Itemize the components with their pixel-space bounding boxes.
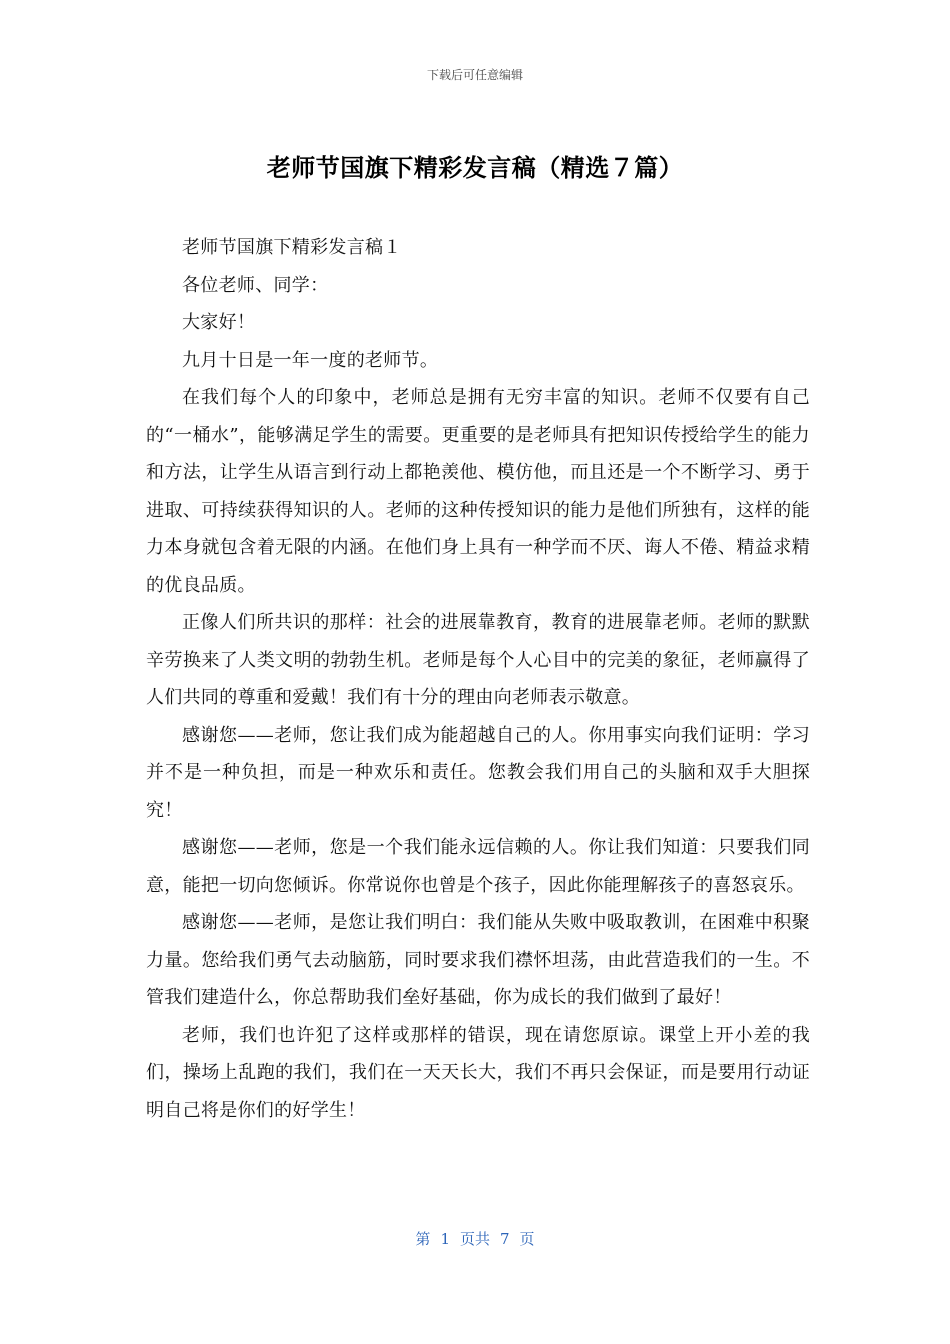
body-paragraph: 感谢您——老师，是您让我们明白：我们能从失败中吸取教训，在困难中积聚力量。您给我们勇气去动脑筋，同时要求我们襟怀坦荡，由此营造我们的一生。不管我们建造什么，你总帮助我们垒好基础，你为成长的我们做到了最好！ [146, 912, 810, 1008]
salutation: 各位老师、同学： [182, 274, 329, 296]
page-label: 第 [415, 1230, 431, 1248]
total-pages-number: 7 [500, 1230, 510, 1248]
body-paragraph: 在我们每个人的印象中，老师总是拥有无穷丰富的知识。老师不仅要有自己的“一桶水”，能够满足学生的需要。更重要的是老师具有把知识传授给学生的能力和方法，让学生从语言到行动上都艳羡他、模仿他，而且还是一个不断学习、勇于进取、可持续获得知识的人。老师的这种传授知识的能力是他们所独有，这样的能力本身就包含着无限的内涵。在他们身上具有一种学而不厌、诲人不倦、精益求精的优良品质。 [146, 387, 810, 596]
body-paragraph: 感谢您——老师，您让我们成为能超越自己的人。你用事实向我们证明：学习并不是一种负担，而是一种欢乐和责任。您教会我们用自己的头脑和双手大胆探究！ [146, 724, 810, 821]
body-paragraph: 正像人们所共识的那样：社会的进展靠教育，教育的进展靠老师。老师的默默辛劳换来了人类文明的勃勃生机。老师是每个人心目中的完美的象征，老师赢得了人们共同的尊重和爱戴！我们有十分的理由向老师表示敬意。 [146, 612, 810, 708]
section-heading: 老师节国旗下精彩发言稿１ [182, 237, 402, 258]
document-title: 老师节国旗下精彩发言稿（精选７篇） [266, 154, 684, 182]
greeting: 大家好！ [182, 312, 256, 333]
body-paragraph: 九月十日是一年一度的老师节。 [182, 349, 439, 371]
page-word: 页共 [459, 1230, 490, 1248]
body-paragraph: 老师，我们也许犯了这样或那样的错误，现在请您原谅。课堂上开小差的我们，操场上乱跑的我们，我们在一天天长大，我们不再只会保证，而是要用行动证明自己将是你们的好学生！ [146, 1024, 810, 1121]
page-header-note: 下载后可任意编辑 [426, 68, 523, 82]
page-number-footer [0, 1228, 950, 1249]
document-body [146, 229, 810, 1129]
page-suffix: 页 [519, 1230, 535, 1248]
current-page-number: 1 [440, 1230, 450, 1248]
body-paragraph: 感谢您——老师，您是一个我们能永远信赖的人。你让我们知道：只要我们同意，能把一切向您倾诉。你常说你也曾是个孩子，因此你能理解孩子的喜怒哀乐。 [146, 837, 810, 896]
